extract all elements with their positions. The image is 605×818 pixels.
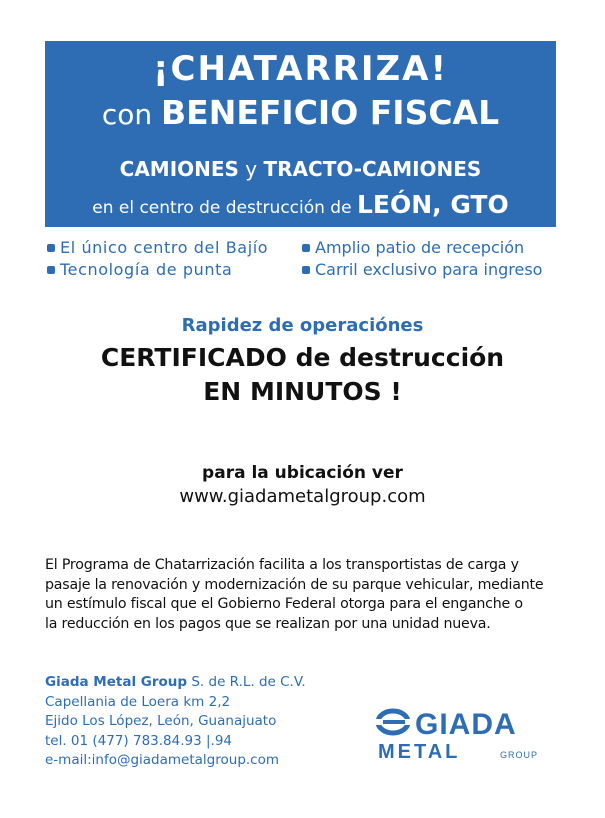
banner-vehicles [45, 156, 556, 182]
bullet-icon [302, 244, 310, 252]
certificado-line-1: CERTIFICADO de destrucción [100, 343, 505, 372]
banner-vehicles-right: TRACTO-CAMIONES [263, 157, 482, 181]
rapidez-heading: Rapidez de operaciónes [181, 315, 424, 336]
program-line: un estímulo fiscal que el Gobierno Federal otorga para el enganche o [45, 596, 523, 612]
address-line-1: Capellania de Loera km 2,2 [45, 693, 231, 710]
banner-location-place: LEÓN, GTO [356, 190, 509, 219]
banner-location-prefix: en el centro de destrucción de [92, 198, 357, 218]
headline-banner [45, 41, 556, 227]
program-line: la reducción en los pagos que se realizan por una unidad nueva. [45, 615, 491, 632]
logo-word-giada: GIADA [415, 708, 517, 741]
bullet-text: Amplio patio de recepción [315, 238, 525, 257]
bullet-list-right [302, 237, 542, 281]
email-link[interactable]: e-mail:info@giadametalgroup.com [45, 752, 280, 768]
bullet-icon [302, 266, 310, 274]
contact-block [45, 673, 306, 771]
bullet-text: Carril exclusivo para ingreso [315, 260, 543, 279]
program-line: El Programa de Chatarrización facilita a los transportistas de carga y [45, 557, 519, 573]
program-line: pasaje la renovación y modernización de su parque vehicular, mediante [45, 576, 544, 593]
bullet-item [47, 237, 268, 259]
giada-metal-logo [375, 706, 555, 766]
bullet-item [302, 259, 542, 281]
logo-word-metal: METAL [378, 741, 461, 763]
location-label: para la ubicación ver [202, 463, 403, 483]
banner-vehicles-mid: y [238, 157, 264, 181]
bullet-text: El único centro del Bajío [60, 238, 269, 257]
banner-subtitle-main: BENEFICIO FISCAL [161, 93, 500, 132]
logo-emblem-icon [375, 711, 411, 733]
bullet-icon [47, 244, 55, 252]
company-name [45, 673, 306, 693]
address-line-2: Ejido Los López, León, Guanajuato [45, 713, 277, 729]
bullet-item [47, 259, 268, 281]
certificado-line-2: EN MINUTOS ! [203, 377, 402, 406]
bullet-text: Tecnología de punta [60, 260, 233, 279]
banner-subtitle [45, 91, 556, 137]
bullet-item [302, 237, 542, 259]
banner-vehicles-left: CAMIONES [119, 157, 239, 181]
certificado-heading [0, 341, 605, 409]
bullet-list-left [47, 237, 268, 281]
phone: tel. 01 (477) 783.84.93 |.94 [45, 732, 233, 749]
logo-word-group: GROUP [500, 750, 539, 760]
bullet-icon [47, 266, 55, 274]
company-name-main: Giada Metal Group [45, 674, 188, 690]
banner-subtitle-prefix: con [101, 98, 162, 131]
website-link[interactable]: www.giadametalgroup.com [179, 486, 426, 507]
banner-title: ¡CHATARRIZA! [153, 49, 448, 89]
banner-location [45, 190, 556, 223]
program-paragraph [45, 556, 565, 634]
company-name-suffix: S. de R.L. de C.V. [187, 674, 306, 690]
